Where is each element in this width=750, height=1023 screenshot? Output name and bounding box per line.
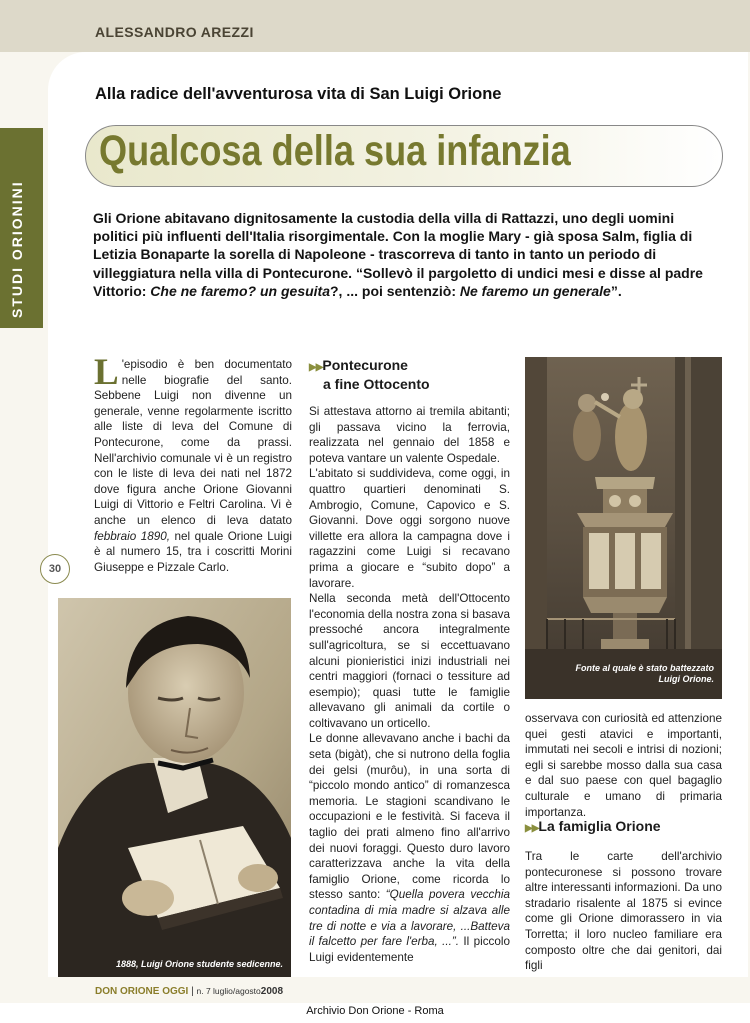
col3-paragraph: Tra le carte dell'archivio pontecuronese si possono trovare altre interessanti informazioni. Da uno stradario risalente al 1875 si evince come gli Orione dimorassero in via Torretta; il loro nucleo familiare era composto oltre che dai genitori, dai figli — [525, 850, 722, 973]
article-lede — [93, 209, 718, 300]
page-number: 30 — [40, 554, 70, 584]
column-1 — [94, 352, 292, 575]
col1-text-b: nel quale Orione Luigi è al numero 15, tra i coscritti Morini Giuseppe e Pizzale Carlo. — [94, 529, 292, 574]
font-caption — [574, 663, 714, 685]
lede-quote-2: Ne faremo un generale — [459, 282, 611, 299]
portrait-caption: 1888, Luigi Orione studente sedicenne. — [116, 959, 284, 969]
col1-text-a: 'episodio è ben documentato nelle biografie del santo. Sebbene Luigi non divenne un generale, venne regolarmente iscritto alle liste di leva del Comune di Pontecurone, come da prassi. Nell'archivio comunale vi è un registro con le liste di leva dei nati nel 1872 dove figura anche Orione Giovanni Luigi di Vittorio e Feltri Carolina. Vi è anche un elenco di leva datato — [94, 358, 292, 527]
article-kicker: Alla radice dell'avventurosa vita di San Luigi Orione — [95, 85, 502, 103]
col2-paragraph — [309, 731, 510, 965]
archive-credit: Archivio Don Orione - Roma — [306, 1005, 444, 1017]
col1-date: febbraio 1890, — [94, 529, 170, 543]
col2-paragraph: Si attestava attorno ai tremila abitanti; gli passava vicino la ferrovia, realizzata nel gennaio del 1858 e poteva vantare un valente Ospedale. — [309, 405, 510, 465]
col2-quote: “Quella povera vecchia contadina di mia madre si alzava alle tre di notte e via a lavorare, ...Batteva il falcetto per fare l'erba, ...”. — [309, 888, 510, 949]
issue-year: 2008 — [260, 986, 284, 997]
magazine-name: DON ORIONE OGGI — [95, 986, 189, 997]
column-2 — [309, 404, 510, 965]
section-heading-line1: Pontecurone — [322, 357, 408, 373]
font-caption-line2: Luigi Orione. — [658, 674, 714, 684]
column-3 — [525, 711, 722, 820]
portrait-image — [58, 598, 291, 977]
baptismal-font-photo — [525, 357, 722, 699]
section-heading-pontecurone — [309, 357, 509, 393]
magazine-footer — [95, 986, 283, 997]
section-heading-line2: a fine Ottocento — [323, 376, 430, 392]
lede-text-3: ”. — [610, 282, 622, 299]
font-caption-line1: Fonte al quale è stato battezzato — [575, 663, 714, 673]
article-title: Qualcosa della sua infanzia — [99, 127, 571, 175]
footer-divider: | — [188, 986, 197, 997]
issue-info: n. 7 luglio/agosto — [196, 986, 261, 996]
arrow-icon: ▶▶ — [525, 823, 539, 834]
arrow-icon: ▶▶ — [309, 362, 323, 373]
author-name: ALESSANDRO AREZZI — [95, 24, 254, 40]
col3-paragraph: osservava con curiosità ed attenzione quei gesti atavici e importanti, immutati nei secoli e intrisi di nozioni; egli si sarebbe mosso dalla sua casa e dal suo paese con quel bagaglio culturale e umano di primaria importanza. — [525, 712, 722, 819]
column-3-continued — [525, 849, 722, 974]
col2-text: Le donne allevavano anche i bachi da seta (bigàt), che si nutrono della foglia dei gelsi (murôu), in una sorta di “piccolo mondo antico” di romanzesca memoria. Le stagioni scandivano le occupazioni e le festività. Si faceva il taglio dei prati almeno fino all'arrivo dei nuovi foraggi. Questo duro lavoro caratterizzava anche la vita della famiglio Orione, come ricorda lo stesso santo: — [309, 732, 510, 902]
lede-text-2: ?, ... poi sentenziò: — [330, 282, 460, 299]
section-heading-text: La famiglia Orione — [538, 818, 661, 834]
baptismal-font-image — [525, 357, 722, 699]
drop-cap: L — [94, 352, 119, 393]
portrait-photo — [58, 598, 291, 977]
col2-text-end: Il piccolo Luigi evidentemente — [309, 935, 510, 964]
col2-paragraph: Nella seconda metà dell'Ottocento l'economia della nostra zona si basava pressoché ancora integralmente sull'agricoltura, se si eccettuavano alcuni pionieristici inizi industriali nei centri maggiori (fornaci o tessiture ad esempio); quasi tutte le famiglie allevavano gli animali da cortile o coltivavano un orticello. — [309, 592, 510, 730]
lede-text-1: Gli Orione abitavano dignitosamente la custodia della villa di Rattazzi, uno degli uomini politici più influenti dell'Italia risorgimentale. Con la moglie Mary - già sposa Salm, figlia di Letizia Bonaparte la sorella di Napoleone - trascorreva di tanto in tanto un periodo di villeggiatura nella villa di Pontecurone. “Sollevò il pargoletto di undici mesi e disse al padre Vittorio: — [93, 210, 703, 299]
section-heading-famiglia — [525, 818, 725, 837]
section-label: STUDI ORIONINI — [9, 180, 25, 318]
col2-paragraph: L'abitato si suddivideva, come oggi, in quattro quartieri denominati S. Ambrogio, Comune, Capovico e S. Giovanni. Dove oggi sorgono nuove villette era allora la campagna dove i ragazzini come Luigi si recavano prima a giocare e “subito dopo” a lavorare. — [309, 467, 510, 590]
lede-quote-1: Che ne faremo? un gesuita — [150, 282, 330, 299]
